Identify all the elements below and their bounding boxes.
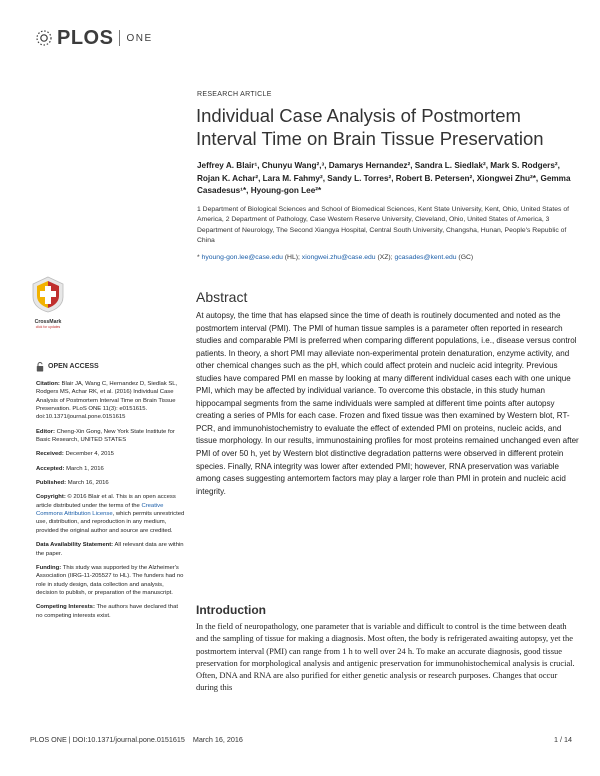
copyright-text-end: , which permits unrestricted use, distribution, and reproduction in any medium, provided the original author and source are credited. — [36, 511, 185, 534]
received-label: Received: — [36, 451, 64, 458]
email-link[interactable]: hyoung-gon.lee@case.edu — [201, 254, 283, 261]
citation-label: Citation: — [36, 381, 60, 387]
received-date — [36, 450, 186, 458]
editor-text: Cheng-Xin Gong, New York State Institute for Basic Research, UNITED STATES — [36, 428, 175, 444]
crossmark-badge[interactable] — [30, 275, 66, 329]
abstract-heading: Abstract — [196, 289, 248, 305]
license-link[interactable]: Creative Commons Attribution License — [36, 502, 164, 518]
journal-name: ONE — [126, 32, 153, 44]
email-link[interactable]: xiongwei.zhu@case.edu — [301, 254, 376, 261]
introduction-heading: Introduction — [196, 603, 266, 617]
accepted-date — [36, 465, 186, 473]
editor — [36, 428, 186, 445]
open-lock-icon — [36, 362, 44, 372]
open-access-badge — [36, 362, 186, 372]
citation — [36, 380, 186, 422]
correspondence — [197, 253, 577, 263]
published-label: Published: — [36, 480, 67, 487]
journal-logo — [34, 26, 153, 50]
page-number: 1 / 14 — [554, 735, 572, 744]
citation-text: Blair JA, Wang C, Hernandez D, Siedlak SL, Rodgers MS, Achar RK, et al. (2016) Individual Case Analysis of Postmortem Interval Time on Brain Tissue Preservation. PLoS ONE 11(3): e0151615. doi:10.1371/journal.pone.0151615 — [36, 381, 178, 421]
copyright-text: © 2016 Blair et al. This is an open access article distributed under the terms of the — [36, 494, 176, 509]
brand-name: PLOS — [57, 26, 114, 49]
competing-interests — [36, 603, 186, 620]
article-type: RESEARCH ARTICLE — [197, 91, 272, 98]
data-label: Data Availability Statement: — [36, 542, 114, 549]
affiliations: 1 Department of Biological Sciences and School of Biomedical Sciences, Kent State University, Kent, Ohio, United States of America, 2 Department of Pathology, Case Western Reserve University, Cleveland, Ohio, United States of America, 3 Department of Neurology, The Second Xiangya Hospital, Central South University, Changsha, Hunan, People's Republic of China — [197, 206, 570, 245]
author-list: Jeffrey A. Blair¹, Chunyu Wang²,³, Damarys Hernandez², Sandra L. Siedlak², Mark S. Rodgers², Rojan K. Achar², Lara M. Fahmy², Sandy L. Torres², Robert B. Petersen², Xiongwei Zhu²*, Gemma Casadesus¹*, Hyoung-gon Lee²* — [197, 161, 571, 196]
correspondence-initials: (HL); — [282, 254, 302, 261]
competing-text: The authors have declared that no competing interests exist. — [36, 604, 178, 619]
footer-citation: PLOS ONE | DOI:10.1371/journal.pone.0151615 March 16, 2016 — [30, 735, 243, 744]
data-text: All relevant data are within the paper. — [36, 542, 184, 557]
correspondence-prefix: * — [197, 254, 202, 261]
funding — [36, 564, 186, 597]
logo-divider — [119, 30, 120, 46]
accepted-label: Accepted: — [36, 465, 65, 472]
copyright — [36, 493, 186, 535]
correspondence-initials: (XZ); — [375, 254, 395, 261]
article-info-sidebar — [36, 362, 186, 626]
crossmark-label: CrossMark — [34, 319, 62, 325]
published-date — [36, 479, 186, 487]
published-text: March 16, 2016 — [66, 480, 109, 487]
accepted-text: March 1, 2016 — [64, 465, 104, 472]
editor-label: Editor: — [36, 428, 55, 435]
email-link[interactable]: gcasades@kent.edu — [394, 254, 457, 261]
plos-dots-icon — [34, 28, 54, 48]
received-text: December 4, 2015 — [63, 451, 114, 458]
funding-label: Funding: — [36, 564, 62, 571]
crossmark-sublabel: click for updates — [35, 325, 61, 329]
introduction-text: In the field of neuropathology, one parameter that is variable and difficult to control is the time between death and the sampling of tissue for making a diagnosis. Most often, the body is refrigerated awaiting autopsy, yet the postmortem interval (PMI) can range from 1 h to well over 24 h. To make an accurate diagnosis, good tissue preservation for morphological analysis and antigenic preservation for immunohistochemical analysis is crucial. Often, DNA and RNA are also purified for either genetic analysis or research purposes. Changes that occur during this — [196, 621, 575, 693]
copyright-label: Copyright: — [36, 494, 66, 501]
data-availability — [36, 541, 186, 558]
correspondence-initials: (GC) — [456, 254, 474, 261]
competing-label: Competing Interests: — [36, 604, 95, 611]
open-access-label: OPEN ACCESS — [48, 362, 99, 370]
article-title: Individual Case Analysis of Postmortem Interval Time on Brain Tissue Preservation — [196, 105, 544, 149]
abstract-text: At autopsy, the time that has elapsed since the time of death is routinely documented and noted as the postmortem interval (PMI). The PMI of human tissue samples is a parameter often reported in research studies and comparable PMI is preferred when comparing different populations, i.e., disease versus control patients. In theory, a short PMI may alleviate non-experimental protein denaturation, enzyme activity, and other chemical changes such as the pH, which could affect protein and nucleic acid integrity. Previous studies have compared PMI en masse by looking at many different individual cases each with one unique PMI, which may be affected by individual variance. To overcome this obstacle, in this study human hippocampal segments from the same individuals were sampled at different time points after autopsy creating a series of PMIs for each case. Frozen and fixed tissue was then examined by Western blot, RT-PCR, and immunohistochemistry to evaluate the effect of extended PMI on proteins, nucleic acids, and tissue morphology. In our results, immunostaining profiles for most proteins remained unchanged even after PMI of over 50 h, yet by Western blot distinctive degradation patterns were observed in different protein species. Finally, RNA integrity was lower after extended PMI; however, RNA preservation was variable among cases suggesting antemortem factors may play a larger role than PMI in protein and nucleic acid integrity. — [196, 311, 579, 496]
funding-text: This study was supported by the Alzheimer's Association (IIRG-11-205527 to HL). The funders had no role in study design, data collection and analysis, decision to publish, or preparation of the manuscript. — [36, 564, 184, 596]
crossmark-icon — [30, 275, 66, 313]
